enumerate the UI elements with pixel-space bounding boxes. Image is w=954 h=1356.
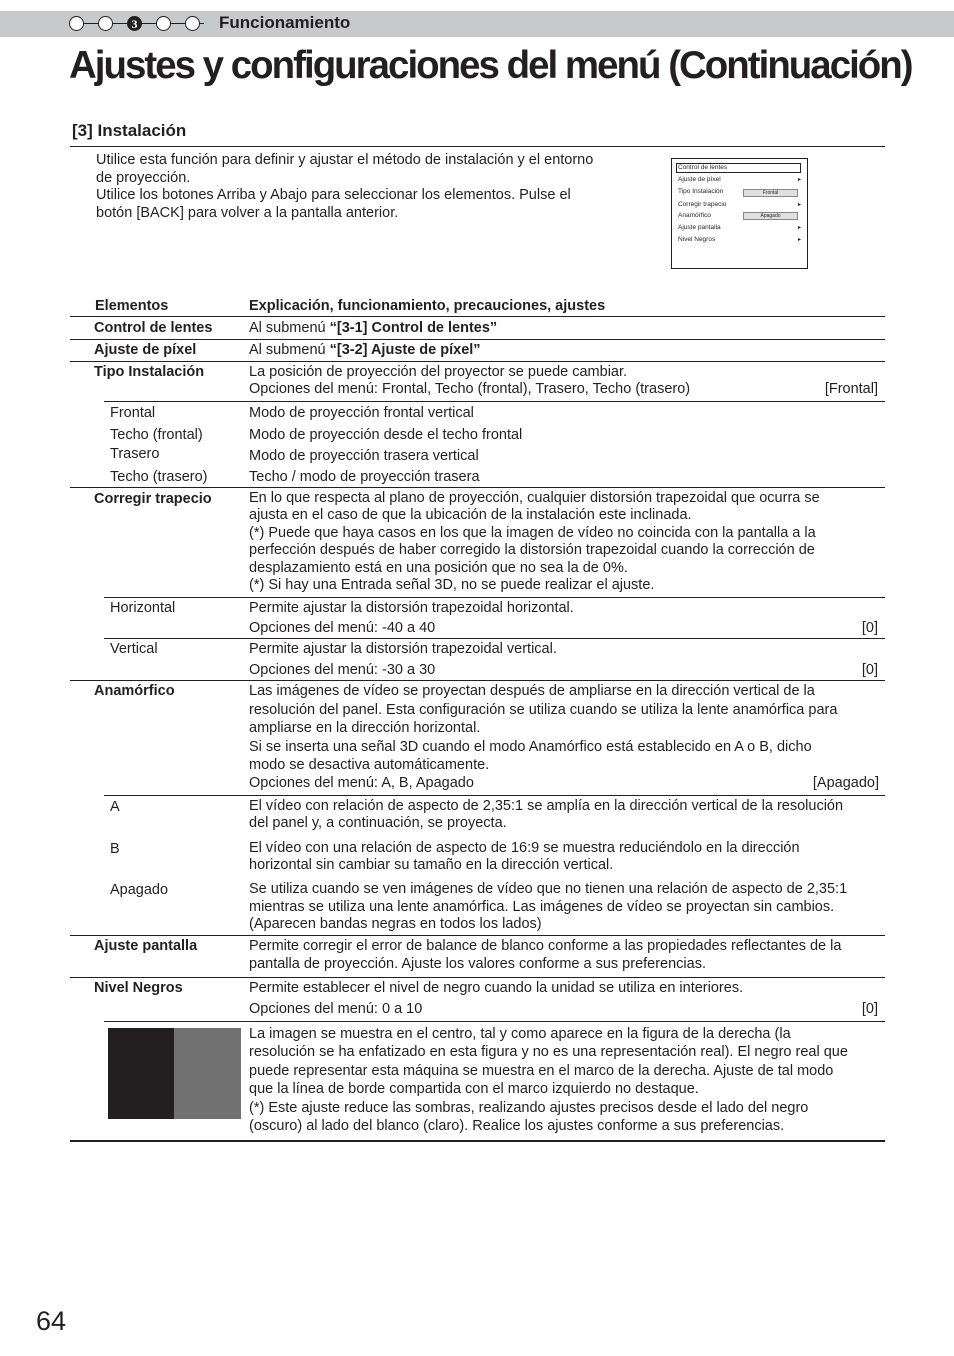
table-rule (70, 1140, 885, 1142)
item-control-lentes-desc: Al submenú “[3-1] Control de lentes” (249, 320, 498, 336)
menu-item-value: Apagado (743, 212, 798, 220)
sub-item-desc: Modo de proyección trasera vertical (249, 448, 479, 464)
menu-item: Ajuste de píxel (678, 176, 721, 183)
table-rule (70, 680, 885, 681)
item-ajuste-pixel: Ajuste de píxel (94, 342, 197, 358)
default-value: [0] (861, 620, 878, 636)
corregir-trapecio-desc: En lo que respecta al plano de proyección, cualquier distorsión trapezoidal que ocurra se ajusta en el caso de que la ubicación de la instalación este inclinada. (*) Puede que haya casos en los que la imagen de vídeo no coincida con la pantalla a la perfección después de haber corregido la distorsión trapezoidal cuando la corrección de desplazamiento está en una posición que no sea la de 0%. (*) Si hay una Entrada señal 3D, no se puede realizar el ajuste. (249, 490, 820, 594)
item-ajuste-pixel-desc: Al submenú “[3-2] Ajuste de píxel” (249, 342, 481, 358)
submenu-arrow-icon: ▸ (797, 237, 801, 243)
ajuste-pantalla-desc: Permite corregir el error de balance de blanco conforme a las propiedades reflectantes de la pantalla de proyección. Ajuste los valores conforme a sus preferencias. (249, 938, 842, 972)
chapter-circle-1 (69, 16, 84, 31)
sub-item-desc: Techo / modo de proyección trasera (249, 469, 480, 485)
table-header-explanation: Explicación, funcionamiento, precauciones, ajustes (249, 298, 606, 314)
table-rule (70, 977, 885, 978)
chapter-circle-5 (185, 16, 200, 31)
nivel-negros-note: La imagen se muestra en el centro, tal y como aparece en la figura de la derecha (la resolución se ha enfatizado en esta figura y no es una representación real). El negro real que puede representar esta máquina se muestra en el marco de la derecha. Ajuste de tal modo que la línea de borde compartida con el marco izquierdo no destaque. (*) Este ajuste reduce las sombras, realizando ajustes precisos desde el lado del negro (oscuro) al lado del blanco (claro). Realice los ajustes conforme a sus preferencias. (249, 1026, 848, 1135)
table-rule (70, 935, 885, 936)
item-nivel-negros: Nivel Negros (94, 980, 183, 996)
table-rule (70, 316, 885, 317)
sub-item-name: Trasero (110, 446, 160, 462)
description-line: La posición de proyección del proyector se puede cambiar. (249, 364, 628, 380)
sub-item-name: Horizontal (110, 600, 176, 616)
menu-options: Opciones del menú: Frontal, Techo (frontal), Trasero, Techo (trasero) (249, 381, 691, 397)
item-ajuste-pantalla: Ajuste pantalla (94, 938, 198, 954)
table-rule (70, 339, 885, 340)
submenu-arrow-icon: ▸ (797, 202, 801, 208)
table-rule (70, 361, 885, 362)
sub-item-name: A (110, 799, 120, 815)
section-name: Funcionamiento (219, 13, 351, 32)
sub-item-desc: El vídeo con relación de aspecto de 2,35:1 se amplía en la dirección vertical de la resolución del panel y, a continuación, se proyecta. (249, 798, 844, 832)
item-anamorfico: Anamórfico (94, 683, 175, 699)
table-subrule (104, 638, 885, 639)
menu-screenshot (671, 158, 808, 269)
page-number: 64 (36, 1306, 67, 1336)
chapter-circle-4 (156, 16, 171, 31)
sub-item-name: B (110, 841, 120, 857)
sub-item-desc: Modo de proyección desde el techo frontal (249, 427, 523, 443)
sub-item-desc: Modo de proyección frontal vertical (249, 405, 474, 421)
default-value: [0] (861, 662, 878, 678)
page-title: Ajustes y configuraciones del menú (Continuación) (69, 44, 912, 87)
sub-item-desc: El vídeo con una relación de aspecto de 16:9 se muestra reduciéndolo en la dirección horizontal sin cambiar su tamaño en la dirección vertical. (249, 840, 800, 874)
sub-item-desc: Permite ajustar la distorsión trapezoidal vertical. (249, 641, 557, 657)
menu-options: Opciones del menú: -30 a 30 (249, 662, 436, 678)
default-value: [0] (861, 1001, 878, 1017)
anamorfico-desc: Las imágenes de vídeo se proyectan después de ampliarse en la dirección vertical de la resolución del panel. Esta configuración se utiliza cuando se utiliza la lente anamórfica para ampliarse en la dirección horizontal. Si se inserta una señal 3D cuando el modo Anamórfico está establecido en A o B, dicho modo se desactiva automáticamente. (249, 683, 838, 774)
submenu-arrow-icon: ▸ (797, 177, 801, 183)
subheading: [3] Instalación (72, 121, 187, 140)
chapter-circle-current: 3 (127, 16, 142, 31)
default-value: [Apagado] (812, 775, 879, 791)
header-bar (0, 11, 954, 37)
table-rule (70, 487, 885, 488)
menu-options: Opciones del menú: A, B, Apagado (249, 775, 474, 791)
subheading-rule (70, 146, 885, 147)
sub-item-desc: Permite ajustar la distorsión trapezoidal horizontal. (249, 600, 574, 616)
menu-options: Opciones del menú: 0 a 10 (249, 1001, 423, 1017)
black-level-swatch-dark (108, 1028, 174, 1119)
table-subrule (104, 1021, 885, 1022)
sub-item-name: Frontal (110, 405, 156, 421)
intro-text: Utilice esta función para definir y ajustar el método de instalación y el entorno de proyección. Utilice los botones Arriba y Abajo para seleccionar los elementos. Pulse el botón [BACK] para volver a la pantalla anterior. (96, 152, 594, 221)
sub-item-name: Apagado (110, 882, 169, 898)
table-subrule (104, 597, 885, 598)
menu-item: Anamórfico (678, 212, 711, 219)
menu-options: Opciones del menú: -40 a 40 (249, 620, 436, 636)
sub-item-name: Techo (frontal) (110, 427, 203, 443)
item-corregir-trapecio: Corregir trapecio (94, 491, 212, 507)
menu-item: Corregir trapecio (678, 201, 727, 208)
table-subrule (104, 795, 885, 796)
menu-item: Control de lentes (678, 164, 728, 171)
default-value: [Frontal] (824, 381, 878, 397)
sub-item-name: Techo (trasero) (110, 469, 208, 485)
item-control-lentes: Control de lentes (94, 320, 213, 336)
menu-item-value: Frontal (743, 189, 798, 197)
menu-item: Ajuste pantalla (678, 224, 721, 231)
black-level-swatch-gray (174, 1028, 241, 1119)
description-line: Permite establecer el nivel de negro cuando la unidad se utiliza en interiores. (249, 980, 744, 996)
chapter-circle-2 (98, 16, 113, 31)
menu-item: Nivel Negros (678, 236, 716, 243)
table-header-items: Elementos (95, 298, 169, 314)
sub-item-desc: Se utiliza cuando se ven imágenes de vídeo que no tienen una relación de aspecto de 2,35:1 mientras se utiliza una lente anamórfica. Las imágenes de vídeo se proyectan sin cambios. (Aparecen bandas negras en todos los lados) (249, 881, 848, 933)
sub-item-name: Vertical (110, 641, 158, 657)
submenu-arrow-icon: ▸ (797, 225, 801, 231)
menu-item: Tipo Instalación (678, 188, 724, 195)
table-subrule (104, 401, 885, 402)
item-tipo-instalacion: Tipo Instalación (94, 364, 205, 380)
